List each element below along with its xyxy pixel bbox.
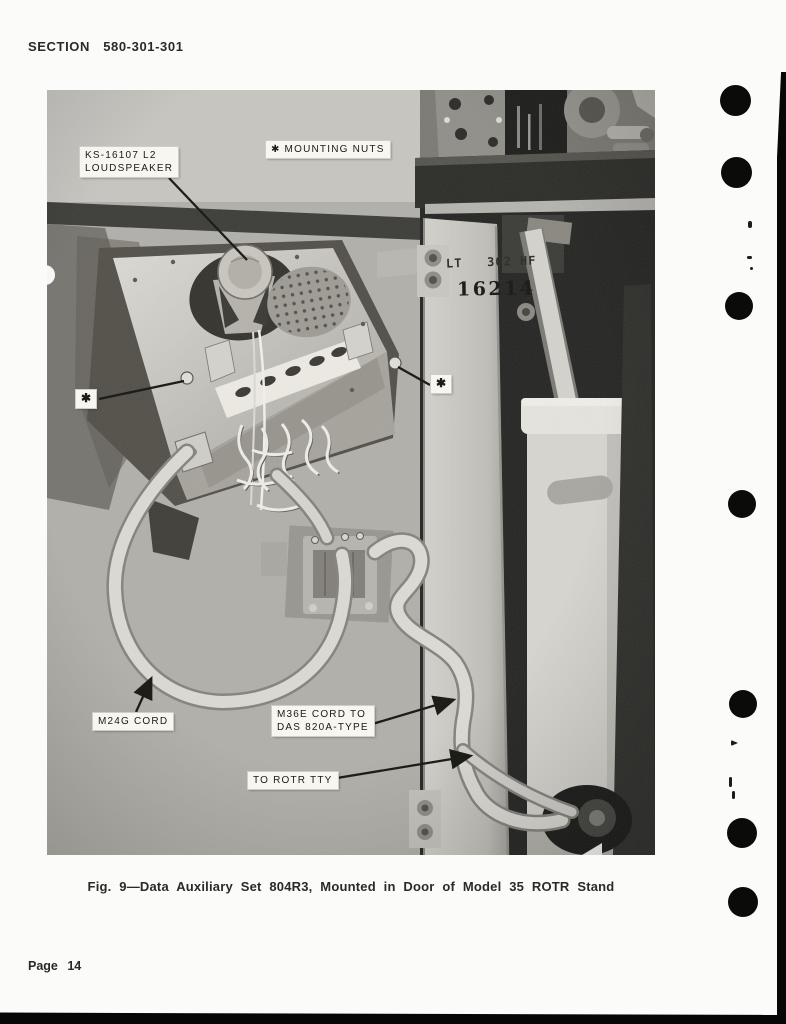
page-number: Page 14 [28, 959, 82, 973]
label-asterisk-right: ✱ [431, 375, 451, 393]
label-to-rotr-tty: TO ROTR TTY [248, 772, 338, 789]
label-m24g-cord: M24G CORD [93, 713, 173, 730]
binder-dot [729, 690, 757, 718]
label-loudspeaker-line1: KS-16107 L2 [85, 150, 157, 161]
stamp-lt-302-hf: LT 302 HF [445, 253, 537, 271]
label-mounting-nuts: ✱ MOUNTING NUTS [266, 141, 390, 158]
binder-dot [720, 85, 751, 116]
binder-dot [728, 887, 758, 917]
scan-speck [750, 267, 753, 270]
scan-speck [747, 256, 752, 259]
section-header: SECTION 580-301-301 [28, 39, 184, 54]
scan-edge-bar-bottom [0, 1011, 786, 1024]
label-loudspeaker [80, 147, 178, 177]
photo-grain [47, 90, 655, 855]
label-loudspeaker-line2: LOUDSPEAKER [85, 163, 174, 174]
figure-caption: Fig. 9—Data Auxiliary Set 804R3, Mounted in Door of Model 35 ROTR Stand [87, 879, 615, 894]
scan-edge-bar-right [777, 72, 786, 1024]
binder-dot [725, 292, 753, 320]
figure-photo [47, 90, 655, 855]
label-m36e-line2: DAS 820A-TYPE [277, 722, 369, 733]
label-m36e-cord [272, 706, 374, 736]
stamp-16214: 16214 [456, 277, 536, 301]
binder-dot [728, 490, 756, 518]
scan-speck [748, 221, 752, 228]
label-asterisk-left: ✱ [76, 390, 96, 408]
label-m36e-line1: M36E CORD TO [277, 709, 367, 720]
binder-dot [727, 818, 757, 848]
scan-speck [731, 740, 738, 746]
scan-speck [732, 791, 735, 799]
scan-speck [729, 777, 732, 787]
photo-artwork [47, 90, 655, 855]
binder-dot [721, 157, 752, 188]
